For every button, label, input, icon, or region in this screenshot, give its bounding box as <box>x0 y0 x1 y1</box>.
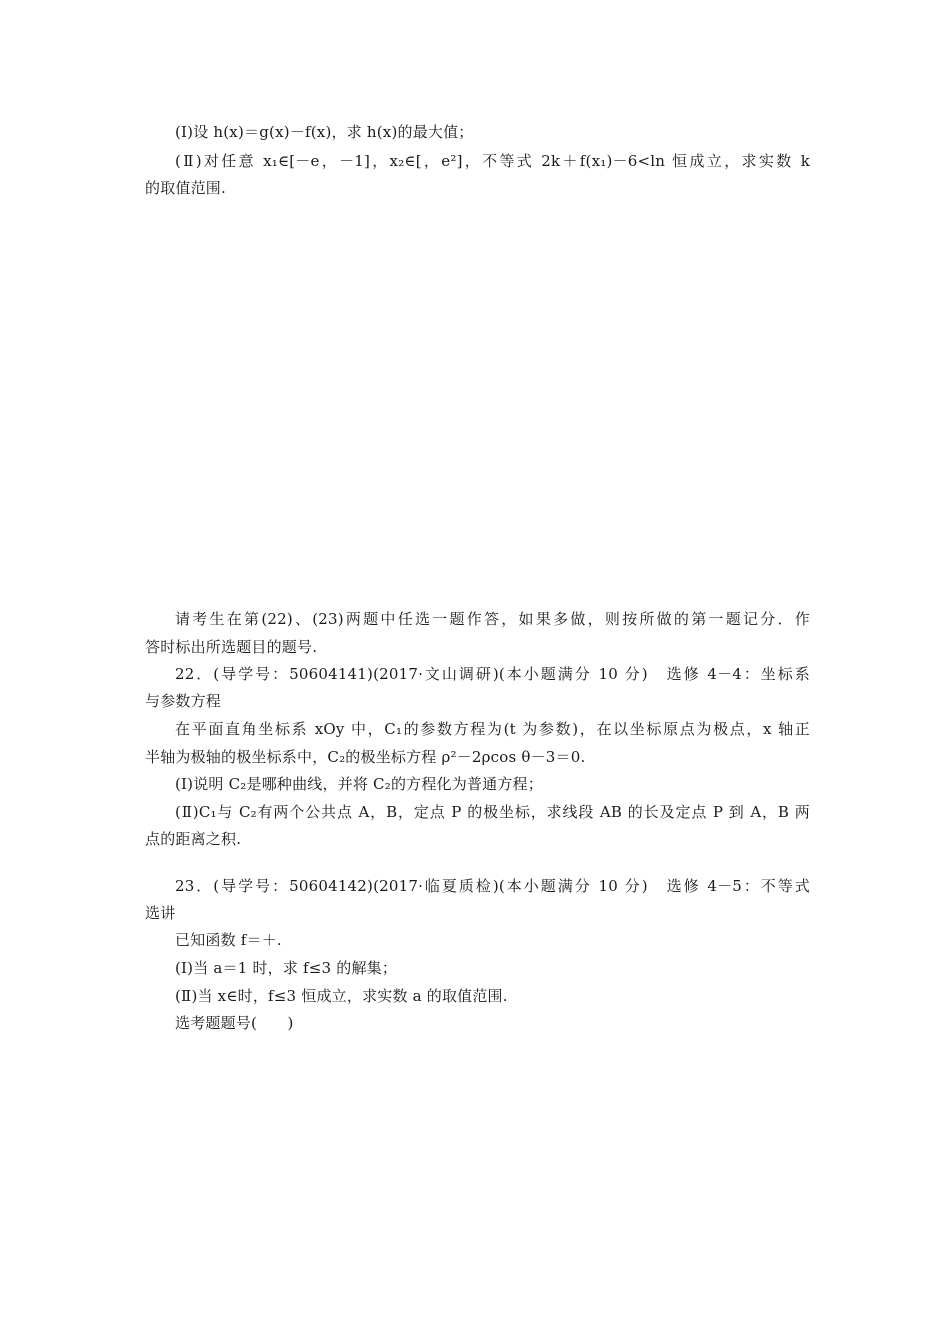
problem22-header-line1: 22．(导学号：50604141)(2017·文山调研)(本小题满分 10 分) 选修 4－4：坐标系 <box>175 665 810 683</box>
answer-number-label: 选考题题号( ) <box>175 1014 294 1032</box>
problem22-body-line2: 半轴为极轴的极坐标系中，C₂的极坐标方程 ρ²－2ρcos θ－3＝0. <box>145 748 586 766</box>
instructions-line2: 答时标出所选题目的题号. <box>145 638 318 656</box>
problem22-part1: (Ⅰ)说明 C₂是哪种曲线，并将 C₂的方程化为普通方程； <box>175 775 543 793</box>
problem22-part2-line2: 点的距离之积. <box>145 830 242 848</box>
problem23-header-line1: 23．(导学号：50604142)(2017·临夏质检)(本小题满分 10 分) 选修 4－5：不等式 <box>175 877 810 895</box>
problem22-body-line1: 在平面直角坐标系 xOy 中，C₁的参数方程为(t 为参数)，在以坐标原点为极点，x 轴正 <box>175 720 810 738</box>
problem21-part2-line2: 的取值范围. <box>145 179 226 197</box>
problem21-part2-line1: (Ⅱ)对任意 x₁∈[－e，－1]，x₂∈[，e²]，不等式 2k＋f(x₁)－6<ln 恒成立，求实数 k <box>175 152 810 170</box>
problem22-header-line2: 与参数方程 <box>145 692 222 710</box>
problem23-part2: (Ⅱ)当 x∈时，f≤3 恒成立，求实数 a 的取值范围. <box>175 987 508 1005</box>
problem23-part1: (Ⅰ)当 a＝1 时，求 f≤3 的解集； <box>175 959 398 977</box>
problem23-header-line2: 选讲 <box>145 904 176 922</box>
problem22-part2-line1: (Ⅱ)C₁与 C₂有两个公共点 A，B，定点 P 的极坐标，求线段 AB 的长及定点 P 到 A，B 两 <box>175 803 810 821</box>
problem23-body: 已知函数 f＝＋. <box>175 931 282 949</box>
problem21-part1: (Ⅰ)设 h(x)＝g(x)－f(x)，求 h(x)的最大值； <box>175 123 474 141</box>
instructions-line1: 请考生在第(22)、(23)两题中任选一题作答，如果多做，则按所做的第一题记分．作 <box>175 610 810 628</box>
